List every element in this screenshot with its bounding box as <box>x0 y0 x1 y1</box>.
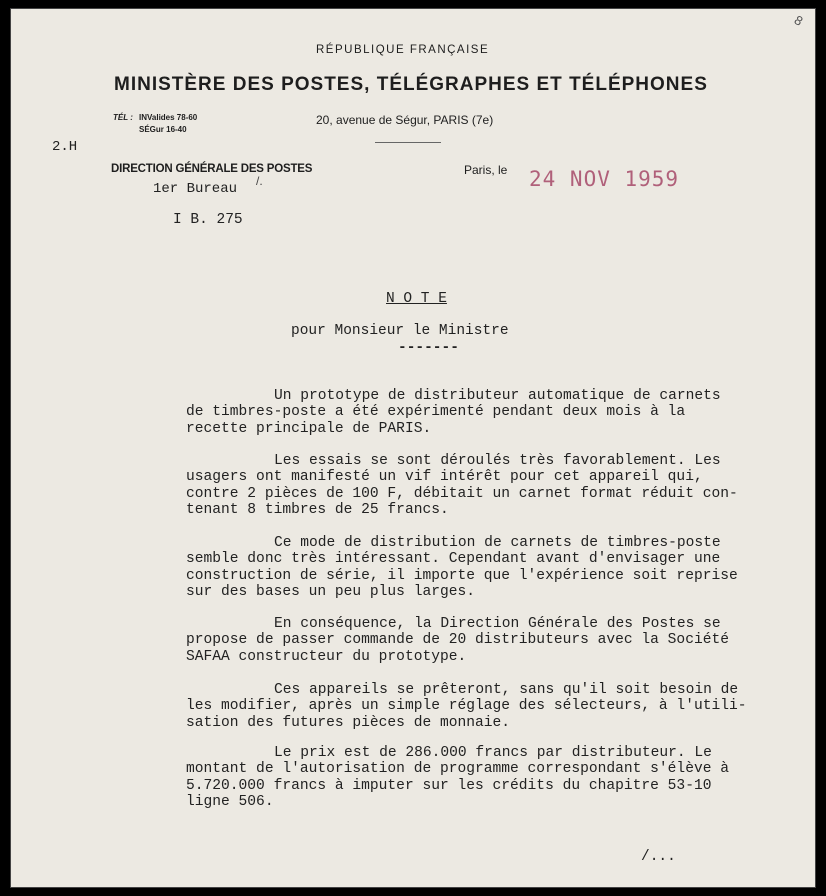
text-line: usagers ont manifesté un vif intérêt pour cet appareil qui, <box>186 469 703 486</box>
text-line: Le prix est de 286.000 francs par distributeur. Le <box>274 745 712 761</box>
ministry-heading: MINISTÈRE DES POSTES, TÉLÉGRAPHES ET TÉLÉPHONES <box>114 74 708 95</box>
paragraph-1 <box>186 388 806 437</box>
telephone-line-2: SÉGur 16-40 <box>139 125 187 134</box>
text-line: SAFAA constructeur du prototype. <box>186 648 467 665</box>
bureau-mark: /. <box>256 174 263 188</box>
text-line: tenant 8 timbres de 25 francs. <box>186 502 449 519</box>
text-line: les modifier, après un simple réglage des sélecteurs, à l'utili- <box>186 698 747 715</box>
text-line: Ces appareils se prêteront, sans qu'il soit besoin de <box>274 682 739 698</box>
direction-heading: DIRECTION GÉNÉRALE DES POSTES <box>111 163 313 175</box>
text-line: de timbres-poste a été expérimenté pendant deux mois à la <box>186 404 686 421</box>
text-line: En conséquence, la Direction Générale des Postes se <box>274 616 721 632</box>
address-divider <box>375 142 441 143</box>
text-line: montant de l'autorisation de programme correspondant s'élève à <box>186 761 729 778</box>
paragraph-3 <box>186 535 806 601</box>
paragraph-6 <box>186 745 806 811</box>
date-stamp: 24 NOV 1959 <box>529 167 680 191</box>
continuation-mark: /... <box>641 849 676 865</box>
text-line: contre 2 pièces de 100 F, débitait un carnet format réduit con- <box>186 485 738 502</box>
text-line: sation des futures pièces de monnaie. <box>186 714 511 731</box>
text-line: recette principale de PARIS. <box>186 420 432 437</box>
note-subtitle: pour Monsieur le Ministre <box>291 323 509 339</box>
text-line: ligne 506. <box>186 794 274 811</box>
text-line: Ce mode de distribution de carnets de timbres-poste <box>274 535 721 551</box>
paragraph-2 <box>186 453 806 519</box>
reference-number: I B. 275 <box>173 212 243 228</box>
subtitle-underline: ------- <box>398 340 459 356</box>
text-line: semble donc très intéressant. Cependant avant d'envisager une <box>186 551 721 568</box>
paragraph-5 <box>186 682 806 731</box>
republic-heading: RÉPUBLIQUE FRANÇAISE <box>316 44 490 56</box>
text-line: 5.720.000 francs à imputer sur les crédits du chapitre 53-10 <box>186 777 712 794</box>
date-prefix: Paris, le <box>464 163 508 177</box>
reference-code: 2.H <box>52 139 78 155</box>
telephone-line-1: INValides 78-60 <box>139 113 198 122</box>
ministry-address: 20, avenue de Ségur, PARIS (7e) <box>316 113 494 127</box>
note-title: N O T E <box>386 291 447 307</box>
text-line: Un prototype de distributeur automatique de carnets <box>274 388 721 404</box>
corner-mark: 8 <box>791 12 806 29</box>
telephone-label: TÉL : <box>113 113 133 122</box>
paragraph-4 <box>186 616 806 665</box>
text-line: propose de passer commande de 20 distributeurs avec la Société <box>186 632 729 649</box>
text-line: sur des bases un peu plus larges. <box>186 584 476 601</box>
bureau-label: 1er Bureau <box>153 181 238 197</box>
document-page <box>10 8 816 888</box>
text-line: construction de série, il importe que l'expérience soit reprise <box>186 567 738 584</box>
text-line: Les essais se sont déroulés très favorablement. Les <box>274 453 721 469</box>
